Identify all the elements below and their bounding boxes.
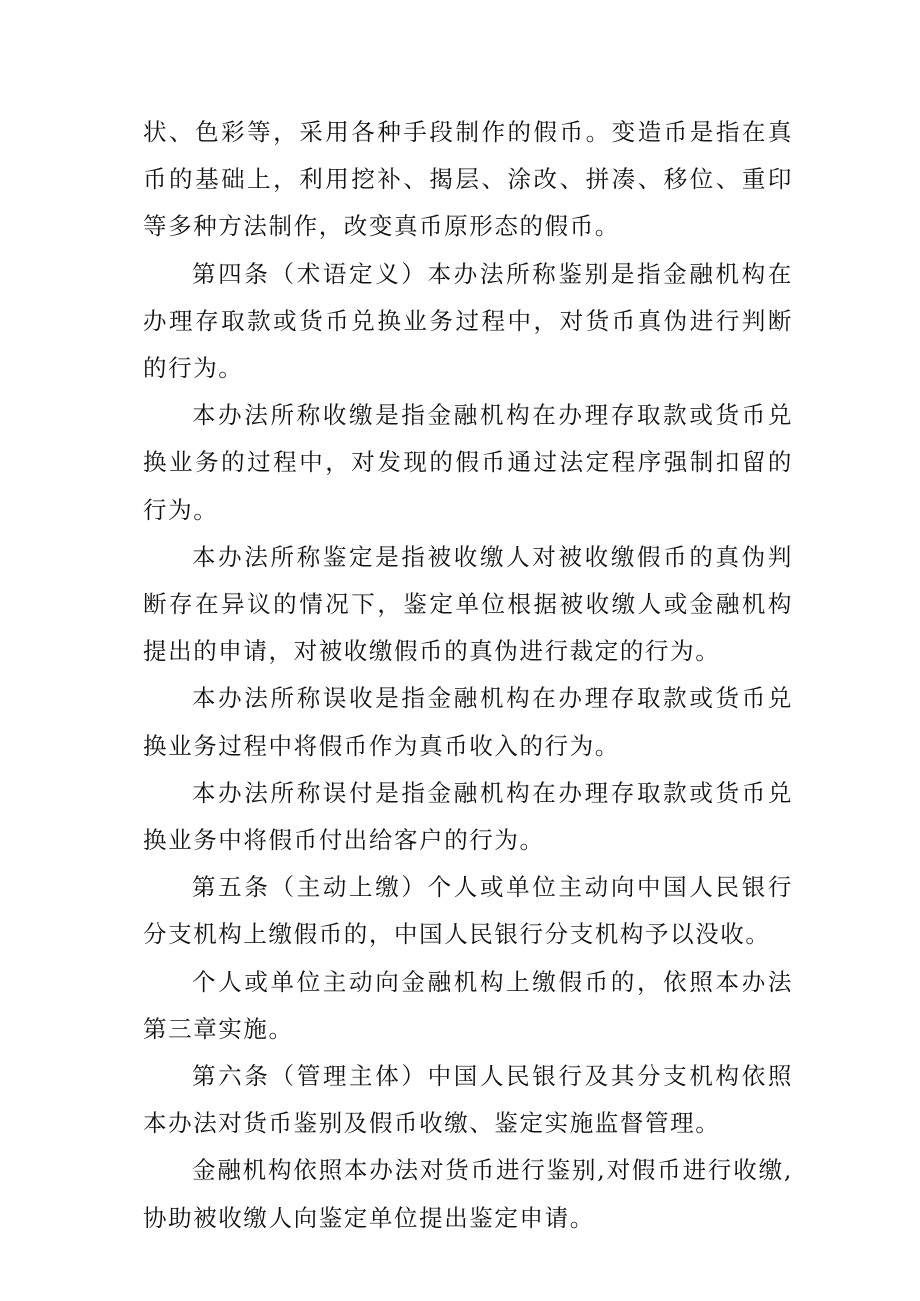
paragraph-article-4: 第四条（术语定义）本办法所称鉴别是指金融机构在办理存取款或货币兑换业务过程中，对货币真伪进行判断的行为。 — [143, 259, 793, 383]
document-body — [143, 109, 793, 1242]
paragraph-definition-collection: 本办法所称收缴是指金融机构在办理存取款或货币兑换业务的过程中，对发现的假币通过法定程序强制扣留的行为。 — [143, 401, 793, 524]
paragraph-definition-mistaken-receipt: 本办法所称误收是指金融机构在办理存取款或货币兑换业务过程中将假币作为真币收入的行为。 — [143, 684, 793, 760]
paragraph-definition-appraisal: 本办法所称鉴定是指被收缴人对被收缴假币的真伪判断存在异议的情况下，鉴定单位根据被收缴人或金融机构提出的申请，对被收缴假币的真伪进行裁定的行为。 — [143, 542, 793, 666]
paragraph-definition-mistaken-payment: 本办法所称误付是指金融机构在办理存取款或货币兑换业务中将假币付出给客户的行为。 — [143, 778, 793, 855]
paragraph-article-5: 第五条（主动上缴）个人或单位主动向中国人民银行分支机构上缴假币的，中国人民银行分支机构予以没收。 — [143, 873, 793, 949]
paragraph-continuation: 状、色彩等，采用各种手段制作的假币。变造币是指在真币的基础上，利用挖补、揭层、涂改、拼凑、移位、重印等多种方法制作，改变真币原形态的假币。 — [143, 118, 793, 241]
paragraph-financial-institutions: 金融机构依照本办法对货币进行鉴别,对假币进行收缴,协助被收缴人向鉴定单位提出鉴定申请。 — [143, 1156, 793, 1232]
paragraph-voluntary-surrender: 个人或单位主动向金融机构上缴假币的，依照本办法第三章实施。 — [143, 967, 793, 1043]
paragraph-article-6: 第六条（管理主体）中国人民银行及其分支机构依照本办法对货币鉴别及假币收缴、鉴定实施监督管理。 — [143, 1062, 793, 1138]
